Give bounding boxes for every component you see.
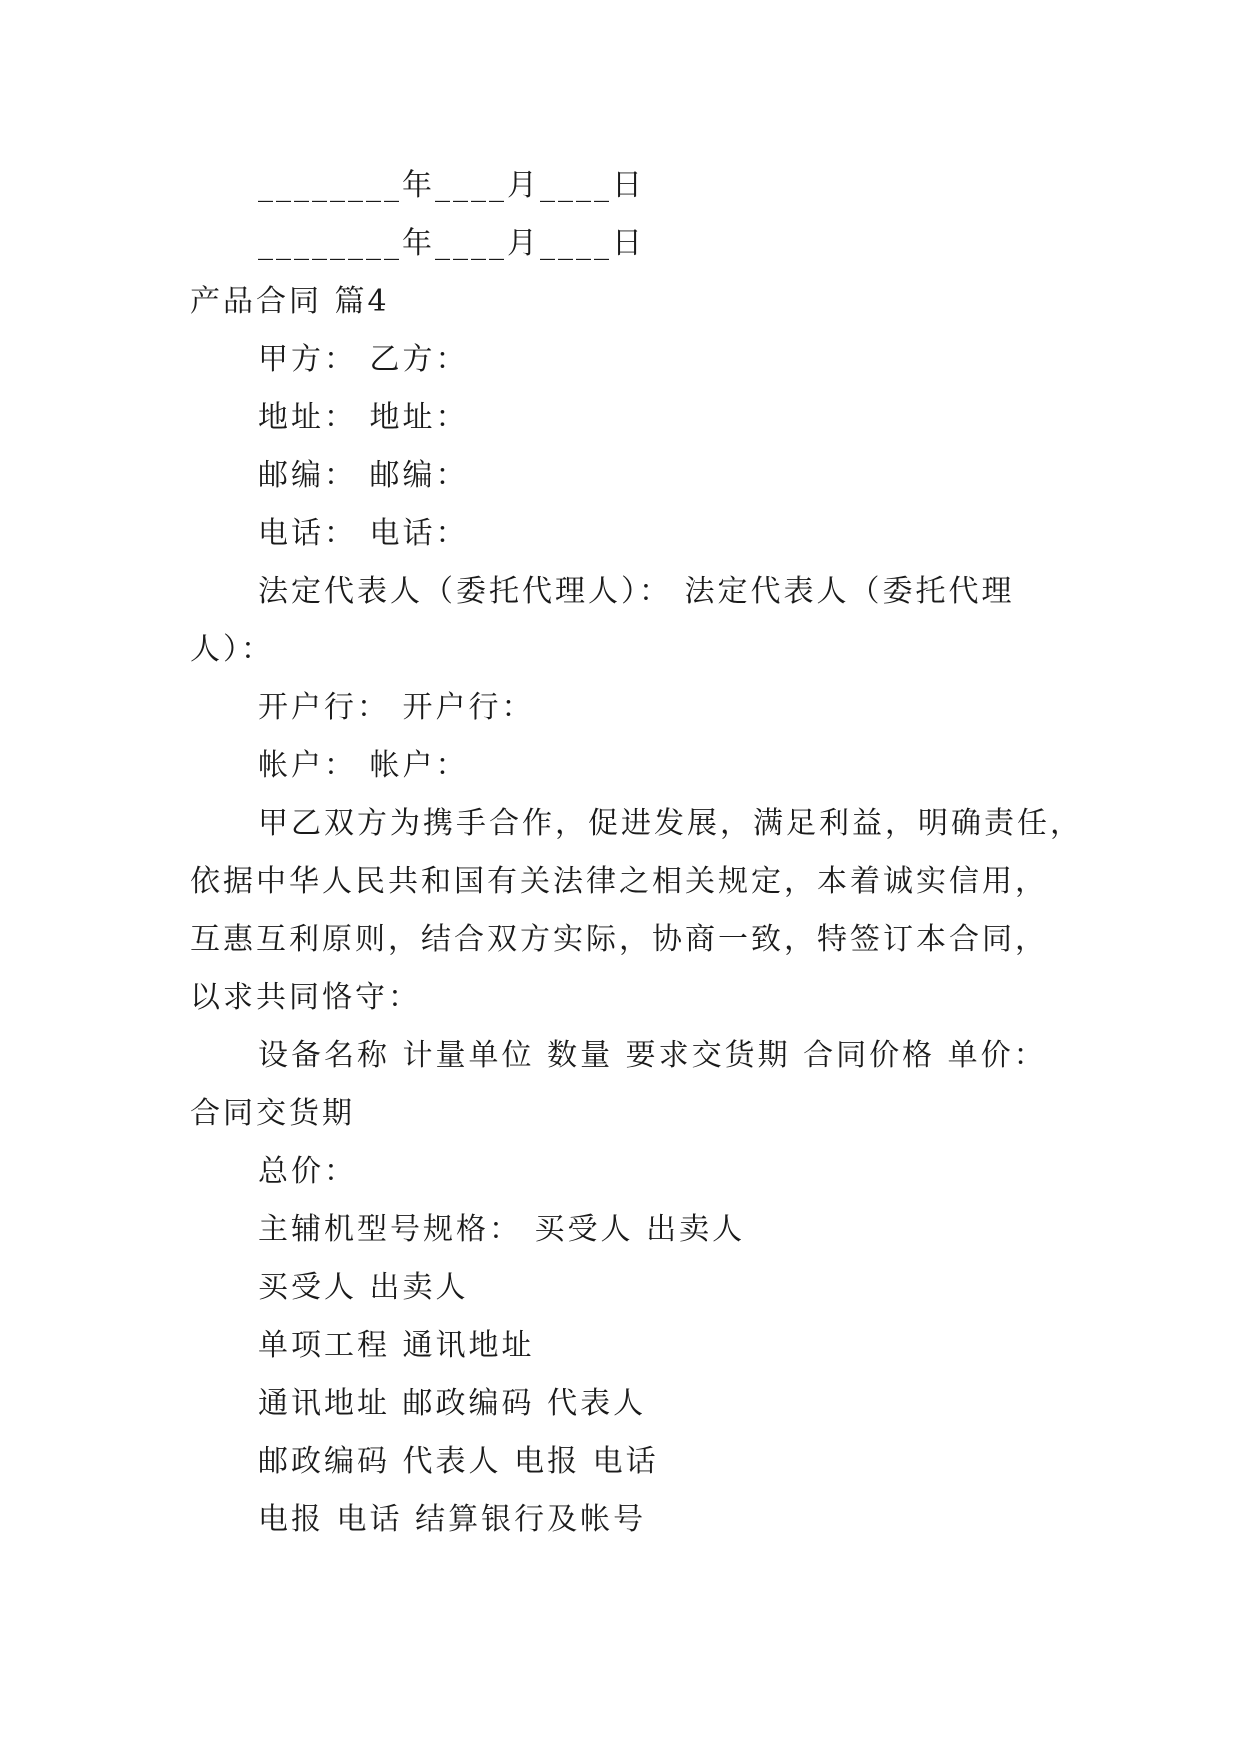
paragraph-line: 互惠互利原则，结合双方实际，协商一致，特签订本合同，	[190, 922, 1048, 957]
representative-line: 法定代表人（委托代理人）： 法定代表人（委托代理	[258, 574, 1015, 609]
paragraph-line: 甲乙双方为携手合作，促进发展，满足利益，明确责任，	[258, 806, 1083, 841]
total-price-line: 总价：	[258, 1154, 357, 1189]
paragraph-line: 依据中华人民共和国有关法律之相关规定，本着诚实信用，	[190, 864, 1048, 899]
bank-line: 开户行： 开户行：	[258, 690, 535, 725]
party-line: 甲方： 乙方：	[258, 342, 469, 377]
contact-line: 邮政编码 代表人 电报 电话	[258, 1444, 659, 1479]
postcode-line: 邮编： 邮编：	[258, 458, 469, 493]
account-line: 帐户： 帐户：	[258, 748, 469, 783]
phone-line: 电话： 电话：	[258, 516, 469, 551]
address-line: 地址： 地址：	[258, 400, 469, 435]
spec-line: 主辅机型号规格： 买受人 出卖人	[258, 1212, 746, 1247]
date-line: ________年____月____日	[258, 168, 645, 203]
project-line: 单项工程 通讯地址	[258, 1328, 535, 1363]
table-header-line: 设备名称 计量单位 数量 要求交货期 合同价格 单价：	[258, 1038, 1047, 1073]
paragraph-line: 以求共同恪守：	[190, 980, 421, 1015]
date-line: ________年____月____日	[258, 226, 645, 261]
representative-line-cont: 人）：	[190, 632, 274, 667]
buyer-seller-line: 买受人 出卖人	[258, 1270, 469, 1305]
section-heading: 产品合同 篇4	[190, 284, 390, 319]
contact-line: 电报 电话 结算银行及帐号	[258, 1502, 647, 1537]
contact-line: 通讯地址 邮政编码 代表人	[258, 1386, 647, 1421]
table-header-line-cont: 合同交货期	[190, 1096, 355, 1131]
